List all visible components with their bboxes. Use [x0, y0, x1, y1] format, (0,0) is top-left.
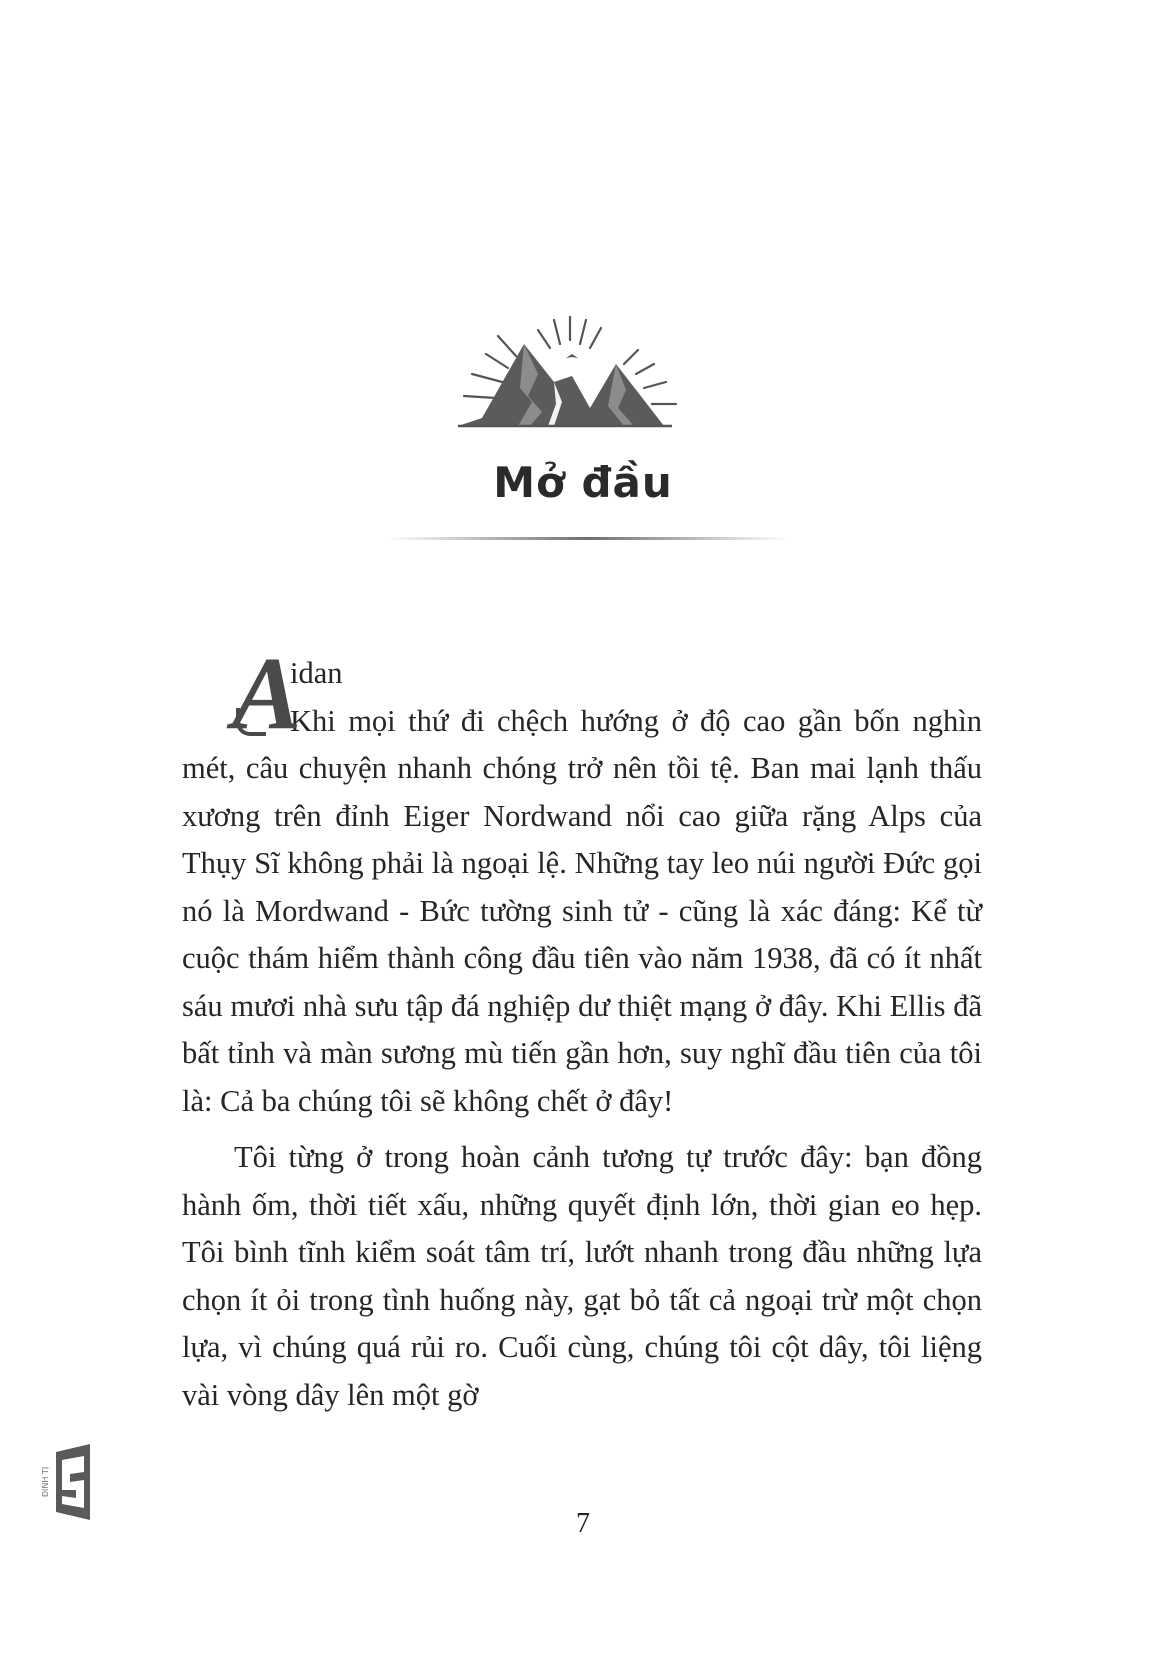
- paragraph-1-text: Khi mọi thứ đi chệch hướng ở độ cao gần bốn nghìn mét, câu chuyện nhanh chóng trở nên tồi tệ. Ban mai lạnh thấu xương trên đỉnh Eiger Nordwand nổi cao giữa rặng Alps của Thụy Sĩ không phải là ngoại lệ. Những tay leo núi người Đức gọi nó là Mordwand - Bức tường sinh tử - cũng là xác đáng: Kể từ cuộc thám hiểm thành công đầu tiên vào năm 1938, đã có ít nhất sáu mươi nhà sưu tập đá nghiệp dư thiệt mạng ở đây. Khi Ellis đã bất tỉnh và màn sương mù tiến gần hơn, suy nghĩ đầu tiên của tôi là: Cả ba chúng tôi sẽ không chết ở đây!: [182, 703, 982, 1118]
- title-divider: [388, 537, 788, 540]
- body-text: [182, 636, 982, 1419]
- paragraph-2: Tôi từng ở trong hoàn cảnh tương tự trước đây: bạn đồng hành ốm, thời tiết xấu, những quyết định lớn, thời gian eo hẹp. Tôi bình tĩnh kiểm soát tâm trí, lướt nhanh trong đầu những lựa chọn ít ỏi trong tình huống này, gạt bỏ tất cả ngoại trừ một chọn lựa, vì chúng quá rủi ro. Cuối cùng, chúng tôi cột dây, tôi liệng vài vòng dây lên một gờ: [182, 1140, 982, 1412]
- dropcap-word-rest: idan: [290, 656, 343, 690]
- publisher-logo-text: ĐINH TỊ: [41, 1466, 50, 1498]
- dropcap-letter: A: [232, 636, 302, 751]
- mountain-sunburst-icon: [458, 316, 708, 446]
- page-number: 7: [576, 1508, 590, 1539]
- dropcap: [182, 636, 302, 751]
- paragraph-1: [182, 636, 982, 1125]
- chapter-title: Mở đầu: [493, 458, 673, 507]
- dropcap-flourish: [236, 708, 266, 736]
